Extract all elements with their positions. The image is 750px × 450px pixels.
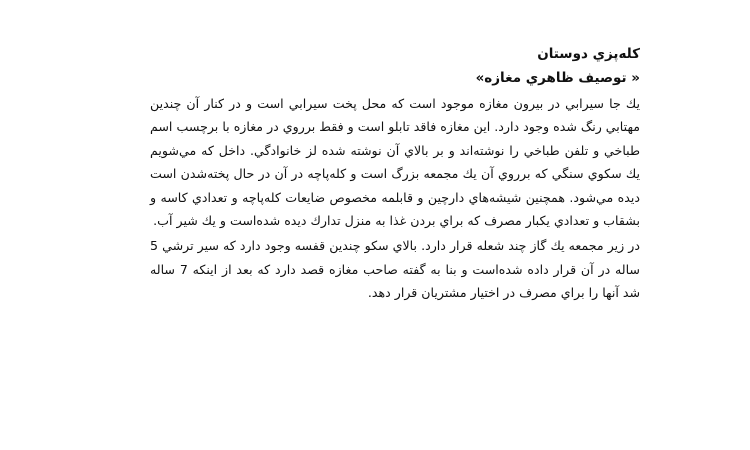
document-body [150,42,640,305]
document-title: کله‌پزي دوستان [537,46,640,62]
paragraph: يك جا سيرابي در بيرون مغازه موجود است كه محل پخت سيرابي است و در كنار آن چندين مهتابي رنگ شده وجود دارد. اين مغازه فاقد تابلو است و فقط برروي در مغازه با برچسب اسم طباخي و تلفن طباخي را نوشته‌اند و بر بالاي آن نوشته شده لز خانوادگي. داخل كه مي‌شويم يك سكوي سنگي كه برروي آن يك مجمعه بزرگ است و كله‌پاچه در آن در حال پخته‌شدن است ديده مي‌شود. همچنين شيشه‌هاي دارچين و قابلمه مخصوص ضايعات كله‌پاچه و تعدادي كاسه و بشقاب و تعدادي يكبار مصرف كه براي بردن غذا به منزل تدارك ديده شده‌است و يك شير آب. [150,96,640,229]
paragraph: در زير مجمعه يك گاز چند شعله قرار دارد. بالاي سكو چندين قفسه وجود دارد كه سير ترشي 5 ساله در آن قرار داده شده‌است و بنا به گفته صاحب مغازه قصد دارد كه بعد از اينكه 7 ساله شد آنها را براي مصرف در اختيار مشتريان قرار دهد. [150,238,640,301]
document-subtitle: « توصيف ظاهري مغازه» [475,70,640,86]
